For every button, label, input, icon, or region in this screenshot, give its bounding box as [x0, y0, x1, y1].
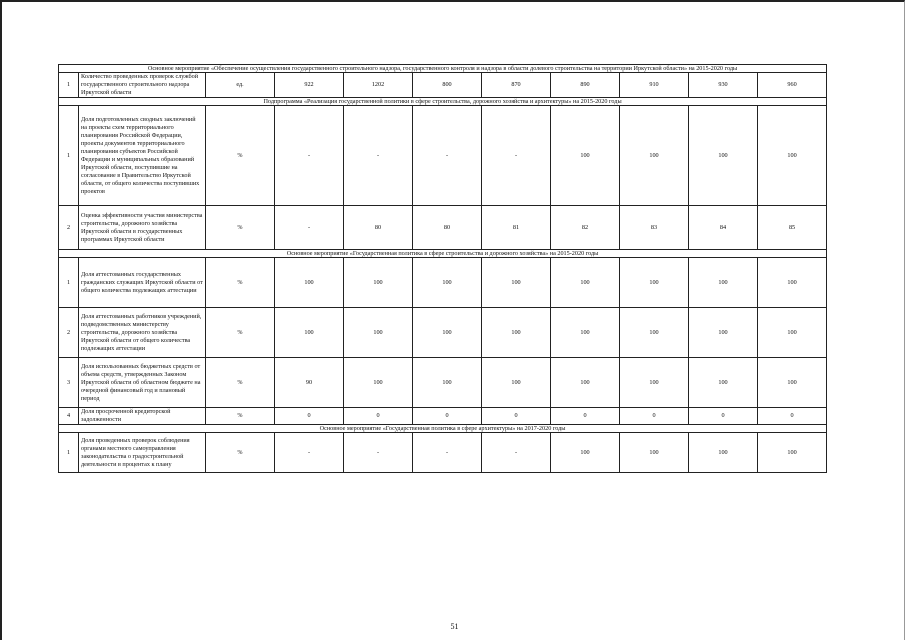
unit-cell: %	[206, 308, 275, 358]
value-cell: 90	[275, 358, 344, 408]
value-cell: 100	[758, 358, 827, 408]
value-cell: 100	[620, 258, 689, 308]
indicator-name: Доля просроченной кредиторской задолженности	[79, 408, 206, 425]
section-header-row	[59, 250, 827, 258]
section-title: Основное мероприятие «Обеспечение осуществления государственного строительного надзора, государственного контроля и надзора в области долевого строительства на территории Иркутской области» на 2015-2020 годы	[59, 65, 827, 73]
value-cell: 100	[413, 258, 482, 308]
section-title: Основное мероприятие «Государственная политика в сфере строительства и дорожного хозяйства» на 2015-2020 годы	[59, 250, 827, 258]
value-cell: 0	[551, 408, 620, 425]
section-title: Основное мероприятие «Государственная политика в сфере архитектуры» на 2017-2020 годы	[59, 425, 827, 433]
row-number: 1	[59, 433, 79, 473]
indicator-name: Оценка эффективности участия министерства строительства, дорожного хозяйства Иркутской области в государственных программах Иркутской области	[79, 206, 206, 250]
value-cell: 100	[482, 308, 551, 358]
value-cell: 0	[275, 408, 344, 425]
value-cell: 80	[344, 206, 413, 250]
value-cell: -	[275, 206, 344, 250]
unit-cell: %	[206, 358, 275, 408]
value-cell: 100	[344, 308, 413, 358]
value-cell: 100	[689, 358, 758, 408]
value-cell: 100	[551, 308, 620, 358]
unit-cell: ед.	[206, 73, 275, 98]
value-cell: 100	[482, 258, 551, 308]
value-cell: 0	[413, 408, 482, 425]
table-row	[59, 206, 827, 250]
value-cell: -	[482, 106, 551, 206]
value-cell: -	[344, 106, 413, 206]
table-row	[59, 258, 827, 308]
value-cell: 100	[275, 258, 344, 308]
row-number: 1	[59, 73, 79, 98]
table-row	[59, 73, 827, 98]
table-row	[59, 106, 827, 206]
section-title: Подпрограмма «Реализация государственной политики в сфере строительства, дорожного хозяйства и архитектуры» на 2015-2020 годы	[59, 98, 827, 106]
value-cell: 1202	[344, 73, 413, 98]
value-cell: 100	[689, 433, 758, 473]
section-header-row	[59, 425, 827, 433]
value-cell: 82	[551, 206, 620, 250]
row-number: 4	[59, 408, 79, 425]
row-number: 2	[59, 206, 79, 250]
indicators-table	[58, 64, 827, 473]
value-cell: -	[413, 106, 482, 206]
value-cell: 100	[551, 433, 620, 473]
value-cell: 100	[344, 258, 413, 308]
table-body	[59, 65, 827, 473]
value-cell: 100	[689, 106, 758, 206]
value-cell: 922	[275, 73, 344, 98]
value-cell: 100	[758, 106, 827, 206]
row-number: 2	[59, 308, 79, 358]
value-cell: 100	[551, 106, 620, 206]
value-cell: 100	[551, 258, 620, 308]
value-cell: 100	[689, 258, 758, 308]
value-cell: 930	[689, 73, 758, 98]
value-cell: 80	[413, 206, 482, 250]
value-cell: 800	[413, 73, 482, 98]
row-number: 1	[59, 106, 79, 206]
unit-cell: %	[206, 106, 275, 206]
value-cell: 83	[620, 206, 689, 250]
value-cell: 890	[551, 73, 620, 98]
value-cell: 100	[413, 358, 482, 408]
value-cell: -	[275, 433, 344, 473]
unit-cell: %	[206, 258, 275, 308]
value-cell: 84	[689, 206, 758, 250]
unit-cell: %	[206, 433, 275, 473]
value-cell: 0	[689, 408, 758, 425]
row-number: 3	[59, 358, 79, 408]
value-cell: 0	[482, 408, 551, 425]
indicator-name: Доля аттестованных государственных гражданских служащих Иркутской области от общего количества подлежащих аттестации	[79, 258, 206, 308]
value-cell: 85	[758, 206, 827, 250]
value-cell: 0	[344, 408, 413, 425]
value-cell: 100	[413, 308, 482, 358]
section-header-row	[59, 98, 827, 106]
value-cell: 0	[620, 408, 689, 425]
value-cell: -	[344, 433, 413, 473]
value-cell: 100	[482, 358, 551, 408]
value-cell: 100	[344, 358, 413, 408]
page-number: 51	[450, 622, 459, 631]
value-cell: 870	[482, 73, 551, 98]
value-cell: 100	[620, 106, 689, 206]
value-cell: 960	[758, 73, 827, 98]
table-row	[59, 358, 827, 408]
value-cell: 100	[620, 308, 689, 358]
indicator-name: Доля аттестованных работников учреждений, подведомственных министерству строительства, дорожного хозяйства Иркутской области от общего количества подлежащих аттестации	[79, 308, 206, 358]
value-cell: 100	[758, 433, 827, 473]
indicator-name: Количество проведенных проверок службой государственного строительного надзора Иркутской области	[79, 73, 206, 98]
indicator-name: Доля проведенных проверок соблюдения органами местного самоуправления законодательства о градостроительной деятельности в процентах к плану	[79, 433, 206, 473]
value-cell: 100	[758, 308, 827, 358]
unit-cell: %	[206, 408, 275, 425]
value-cell: 100	[551, 358, 620, 408]
table-row	[59, 308, 827, 358]
value-cell: -	[275, 106, 344, 206]
value-cell: -	[482, 433, 551, 473]
value-cell: 81	[482, 206, 551, 250]
row-number: 1	[59, 258, 79, 308]
unit-cell: %	[206, 206, 275, 250]
value-cell: -	[413, 433, 482, 473]
value-cell: 100	[758, 258, 827, 308]
value-cell: 100	[620, 358, 689, 408]
table-row	[59, 408, 827, 425]
value-cell: 100	[620, 433, 689, 473]
value-cell: 910	[620, 73, 689, 98]
section-header-row	[59, 65, 827, 73]
indicator-name: Доля использованных бюджетных средств от объема средств, утвержденных Законом Иркутской области об областном бюджете на очередной финансовый год и плановый период	[79, 358, 206, 408]
value-cell: 100	[689, 308, 758, 358]
value-cell: 100	[275, 308, 344, 358]
table-row	[59, 433, 827, 473]
value-cell: 0	[758, 408, 827, 425]
indicator-name: Доля подготовленных сводных заключений на проекты схем территориального планирования Российской Федерации, проекты документов территориального планирования субъектов Российской Федерации и муниципальных образований Иркутской области, поступившие на согласование в Правительство Иркутской области, от общего количества поступивших проектов	[79, 106, 206, 206]
